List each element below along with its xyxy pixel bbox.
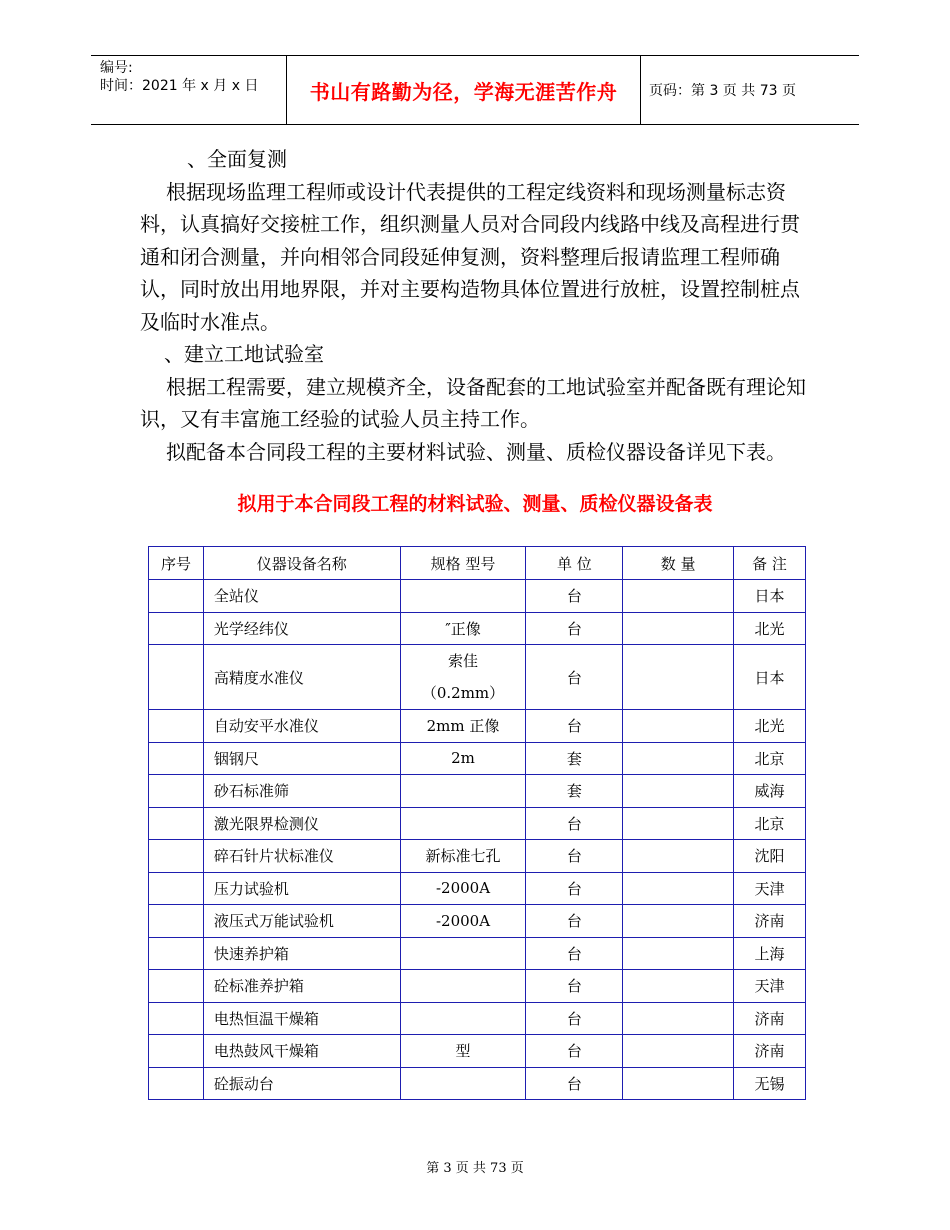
cell-spec — [400, 970, 526, 1003]
page-footer: 第 3 页 共 73 页 — [426, 1161, 524, 1176]
cell-equipment-name: 压力试验机 — [203, 872, 400, 905]
document-number-label: 编号: — [100, 60, 133, 76]
table-row — [149, 905, 806, 938]
cell-spec: 2m — [400, 742, 526, 775]
table-row — [149, 872, 806, 905]
cell-qty — [623, 580, 734, 613]
cell-note: 天津 — [734, 872, 806, 905]
cell-qty — [623, 807, 734, 840]
cell-unit: 台 — [526, 970, 623, 1003]
cell-equipment-name: 激光限界检测仪 — [203, 807, 400, 840]
cell-qty — [623, 970, 734, 1003]
table-body — [149, 580, 806, 1100]
cell-unit: 套 — [526, 742, 623, 775]
cell-unit: 台 — [526, 710, 623, 743]
cell-spec-line2: （0.2mm） — [421, 684, 505, 702]
cell-note: 上海 — [734, 937, 806, 970]
cell-note: 北京 — [734, 742, 806, 775]
header-motto: 书山有路勤为径，学海无涯苦作舟 — [309, 79, 618, 104]
column-header-name: 仪器设备名称 — [203, 547, 400, 580]
cell-no — [149, 1002, 204, 1035]
cell-qty — [623, 1035, 734, 1068]
cell-spec — [400, 807, 526, 840]
cell-qty — [623, 742, 734, 775]
table-row — [149, 970, 806, 1003]
cell-equipment-name: 砂石标准筛 — [203, 775, 400, 808]
cell-note: 济南 — [734, 1035, 806, 1068]
column-header-note: 备 注 — [734, 547, 806, 580]
cell-no — [149, 807, 204, 840]
cell-unit: 台 — [526, 872, 623, 905]
cell-no — [149, 872, 204, 905]
cell-note: 北光 — [734, 710, 806, 743]
cell-unit: 台 — [526, 905, 623, 938]
cell-qty — [623, 612, 734, 645]
column-header-no: 序号 — [149, 547, 204, 580]
cell-note: 无锡 — [734, 1067, 806, 1100]
cell-note: 沈阳 — [734, 840, 806, 873]
column-header-spec: 规格 型号 — [400, 547, 526, 580]
cell-spec: 型 — [400, 1035, 526, 1068]
cell-spec: -2000A — [400, 872, 526, 905]
cell-note: 北京 — [734, 807, 806, 840]
cell-equipment-name: 碎石针片状标准仪 — [203, 840, 400, 873]
cell-qty — [623, 645, 734, 710]
cell-equipment-name: 自动安平水准仪 — [203, 710, 400, 743]
cell-qty — [623, 905, 734, 938]
cell-spec: 新标准七孔 — [400, 840, 526, 873]
cell-note: 北光 — [734, 612, 806, 645]
table-row — [149, 1002, 806, 1035]
cell-no — [149, 970, 204, 1003]
cell-equipment-name: 液压式万能试验机 — [203, 905, 400, 938]
cell-note: 济南 — [734, 905, 806, 938]
header-motto-cell — [286, 56, 641, 124]
table-row — [149, 710, 806, 743]
cell-qty — [623, 1067, 734, 1100]
section-heading-lab: 、建立工地试验室 — [164, 342, 324, 366]
cell-note: 威海 — [734, 775, 806, 808]
table-row — [149, 840, 806, 873]
cell-note: 日本 — [734, 580, 806, 613]
cell-unit: 台 — [526, 1002, 623, 1035]
table-row — [149, 807, 806, 840]
cell-no — [149, 645, 204, 710]
equipment-table — [148, 546, 806, 1100]
cell-equipment-name: 快速养护箱 — [203, 937, 400, 970]
cell-unit: 台 — [526, 807, 623, 840]
cell-qty — [623, 840, 734, 873]
paragraph-lab: 根据工程需要，建立规模齐全，设备配套的工地试验室并配备既有理论知识，又有丰富施工经验的试验人员主持工作。 — [140, 374, 806, 431]
cell-no — [149, 840, 204, 873]
table-row — [149, 1067, 806, 1100]
cell-equipment-name: 全站仪 — [203, 580, 400, 613]
cell-unit: 套 — [526, 775, 623, 808]
table-row — [149, 937, 806, 970]
paragraph-equipment-intro: 拟配备本合同段工程的主要材料试验、测量、质检仪器设备详见下表。 — [166, 439, 786, 464]
cell-spec — [400, 1067, 526, 1100]
cell-note: 天津 — [734, 970, 806, 1003]
cell-unit: 台 — [526, 840, 623, 873]
header-page-info: 页码：第 3 页 共 73 页 — [649, 83, 796, 99]
cell-no — [149, 580, 204, 613]
cell-no — [149, 710, 204, 743]
cell-unit: 台 — [526, 645, 623, 710]
document-body — [140, 143, 812, 468]
cell-note: 日本 — [734, 645, 806, 710]
cell-no — [149, 905, 204, 938]
column-header-qty: 数 量 — [623, 547, 734, 580]
table-header-row — [149, 547, 806, 580]
header-meta — [91, 56, 286, 124]
cell-spec: 2mm 正像 — [400, 710, 526, 743]
table-row — [149, 645, 806, 710]
cell-equipment-name: 砼标准养护箱 — [203, 970, 400, 1003]
table-row — [149, 612, 806, 645]
page-header — [91, 55, 859, 125]
cell-qty — [623, 710, 734, 743]
cell-unit: 台 — [526, 580, 623, 613]
column-header-unit: 单 位 — [526, 547, 623, 580]
table-row — [149, 1035, 806, 1068]
cell-spec — [400, 645, 526, 710]
cell-no — [149, 937, 204, 970]
cell-equipment-name: 铟钢尺 — [203, 742, 400, 775]
cell-spec: ″正像 — [400, 612, 526, 645]
cell-spec — [400, 1002, 526, 1035]
cell-qty — [623, 937, 734, 970]
table-title: 拟用于本合同段工程的材料试验、测量、质检仪器设备表 — [237, 493, 713, 515]
table-row — [149, 775, 806, 808]
table-row — [149, 580, 806, 613]
cell-spec — [400, 937, 526, 970]
cell-qty — [623, 1002, 734, 1035]
cell-note: 济南 — [734, 1002, 806, 1035]
cell-spec-line1: 索佳 — [447, 652, 478, 670]
section-heading-survey: 、全面复测 — [187, 147, 287, 171]
cell-no — [149, 1035, 204, 1068]
cell-equipment-name: 砼振动台 — [203, 1067, 400, 1100]
cell-equipment-name: 电热鼓风干燥箱 — [203, 1035, 400, 1068]
cell-spec: -2000A — [400, 905, 526, 938]
cell-equipment-name: 电热恒温干燥箱 — [203, 1002, 400, 1035]
cell-qty — [623, 872, 734, 905]
cell-unit: 台 — [526, 1067, 623, 1100]
cell-unit: 台 — [526, 1035, 623, 1068]
cell-equipment-name: 高精度水准仪 — [203, 645, 400, 710]
cell-no — [149, 775, 204, 808]
cell-spec — [400, 775, 526, 808]
cell-unit: 台 — [526, 937, 623, 970]
cell-equipment-name: 光学经纬仪 — [203, 612, 400, 645]
paragraph-survey: 根据现场监理工程师或设计代表提供的工程定线资料和现场测量标志资料，认真搞好交接桩工作，组织测量人员对合同段内线路中线及高程进行贯通和闭合测量，并向相邻合同段延伸复测，资料整理后报请监理工程师确认，同时放出用地界限，并对主要构造物具体位置进行放桩，设置控制桩点及临时水准点。 — [140, 179, 800, 334]
cell-qty — [623, 775, 734, 808]
document-time-label: 时间：2021 年 x 月 x 日 — [100, 78, 259, 94]
cell-no — [149, 742, 204, 775]
table-row — [149, 742, 806, 775]
cell-no — [149, 1067, 204, 1100]
cell-no — [149, 612, 204, 645]
cell-spec — [400, 580, 526, 613]
cell-unit: 台 — [526, 612, 623, 645]
